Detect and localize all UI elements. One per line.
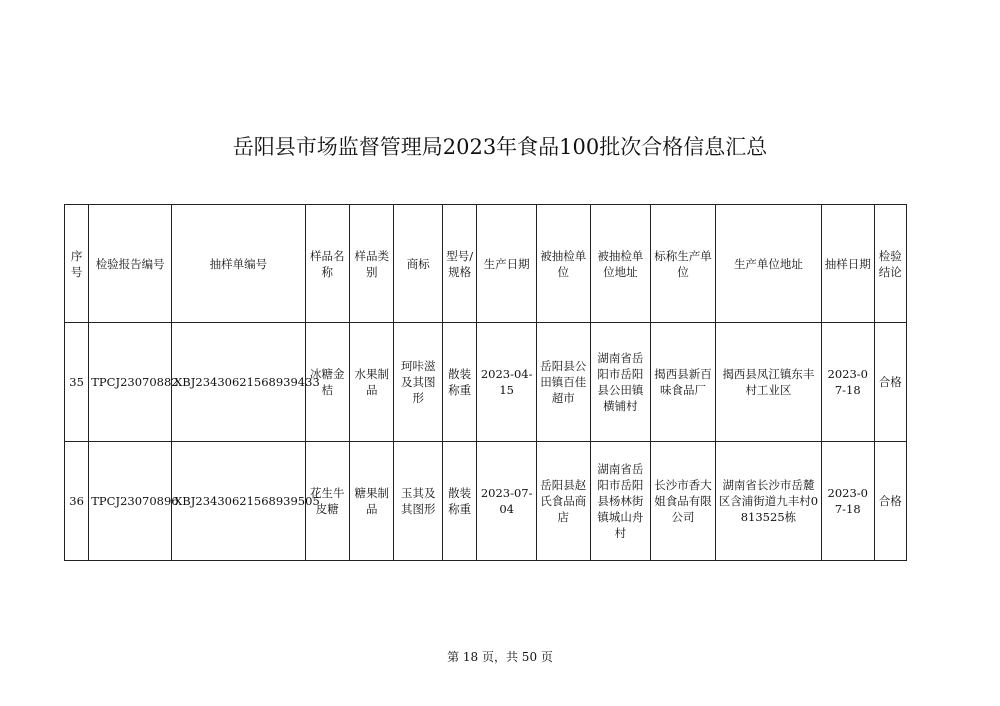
cell-inspected-address: 湖南省岳阳市岳阳县公田镇横铺村 (590, 323, 651, 442)
cell-inspected-unit: 岳阳县赵氏食品商店 (536, 442, 590, 561)
header-cell: 商标 (394, 205, 443, 323)
cell-report-no: TPCJ23070882 (89, 323, 172, 442)
cell-category: 水果制品 (350, 323, 394, 442)
cell-production-date: 2023-04-15 (477, 323, 537, 442)
cell-brand: 珂咔滋及其图形 (394, 323, 443, 442)
cell-sample-no: XBJ23430621568939505 (172, 442, 305, 561)
header-row (65, 205, 907, 323)
header-cell: 生产单位地址 (715, 205, 821, 323)
header-cell: 样品名称 (305, 205, 349, 323)
header-cell: 检验报告编号 (89, 205, 172, 323)
header-cell: 被抽检单位地址 (590, 205, 651, 323)
cell-sampling-date: 2023-07-18 (822, 442, 875, 561)
cell-index: 35 (65, 323, 89, 442)
cell-production-date: 2023-07-04 (477, 442, 537, 561)
inspection-table (64, 204, 907, 561)
cell-brand: 玉其及其图形 (394, 442, 443, 561)
cell-spec: 散装称重 (443, 442, 477, 561)
header-cell: 生产日期 (477, 205, 537, 323)
cell-inspected-unit: 岳阳县公田镇百佳超市 (536, 323, 590, 442)
header-cell: 序号 (65, 205, 89, 323)
table-row (65, 323, 907, 442)
cell-index: 36 (65, 442, 89, 561)
cell-spec: 散装称重 (443, 323, 477, 442)
header-cell: 抽样单编号 (172, 205, 305, 323)
header-cell: 抽样日期 (822, 205, 875, 323)
table-row (65, 442, 907, 561)
cell-inspected-address: 湖南省岳阳市岳阳县杨林街镇城山舟村 (590, 442, 651, 561)
header-cell: 标称生产单位 (651, 205, 716, 323)
cell-sampling-date: 2023-07-18 (822, 323, 875, 442)
cell-sample-no: XBJ23430621568939433 (172, 323, 305, 442)
cell-report-no: TPCJ23070896 (89, 442, 172, 561)
cell-sample-name: 花生牛皮糖 (305, 442, 349, 561)
header-cell: 被抽检单位 (536, 205, 590, 323)
cell-sample-name: 冰糖金桔 (305, 323, 349, 442)
cell-category: 糖果制品 (350, 442, 394, 561)
cell-result: 合格 (874, 442, 906, 561)
cell-result: 合格 (874, 323, 906, 442)
cell-producer-address: 揭西县凤江镇东丰村工业区 (715, 323, 821, 442)
cell-producer: 揭西县新百味食品厂 (651, 323, 716, 442)
cell-producer: 长沙市香大姐食品有限公司 (651, 442, 716, 561)
header-cell: 型号/规格 (443, 205, 477, 323)
header-cell: 样品类别 (350, 205, 394, 323)
page-footer: 第 18 页，共 50 页 (447, 650, 553, 664)
header-cell: 检验结论 (874, 205, 906, 323)
page-title: 岳阳县市场监督管理局2023年食品100批次合格信息汇总 (232, 135, 768, 159)
cell-producer-address: 湖南省长沙市岳麓区含浦街道九丰村0813525栋 (715, 442, 821, 561)
